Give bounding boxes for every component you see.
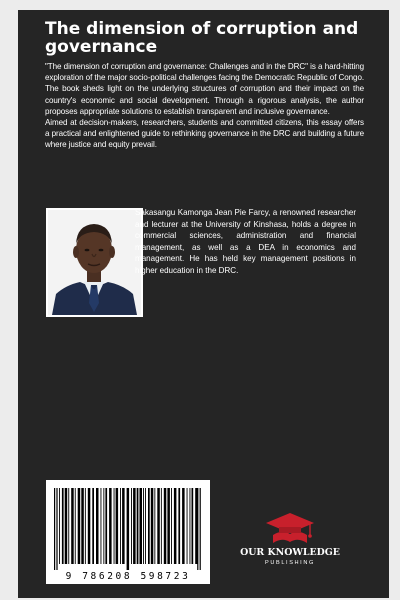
barcode-bar [88, 488, 91, 564]
barcode-bar [105, 488, 107, 564]
author-portrait-image [46, 208, 143, 317]
publisher-name: OUR KNOWLEDGE [240, 547, 340, 558]
author-bio-text: Sakasangu Kamonga Jean Pie Farcy, a renowned researcher and lecturer at the University of Kinshasa, holds a degree in commercial sciences, administration and financial management, as well as a DEA in economics and management. He has held key management positions in higher education in the DRC. [135, 208, 356, 275]
barcode-bar [71, 488, 74, 564]
barcode-number: 9 786208 598723 [65, 571, 191, 582]
barcode-bar [171, 488, 172, 564]
barcode-bar [187, 488, 188, 564]
publisher-subtitle: PUBLISHING [265, 560, 315, 566]
barcode-bar [200, 488, 201, 570]
barcode-bar [164, 488, 167, 564]
barcode-bar [56, 488, 57, 570]
barcode-bar [140, 488, 143, 564]
barcode-bar [167, 488, 170, 564]
barcode-bar [120, 488, 121, 564]
barcode-bar [192, 488, 194, 564]
barcode-bar [157, 488, 160, 564]
barcode-bar [92, 488, 94, 564]
barcode-bar [101, 488, 102, 564]
barcode-bar [103, 488, 104, 564]
barcode-bar [122, 488, 125, 564]
author-photo [46, 208, 143, 317]
barcode-bar [114, 488, 115, 564]
barcode [46, 480, 210, 584]
barcode-bar [182, 488, 185, 564]
barcode-bar [81, 488, 84, 564]
author-bio [135, 207, 356, 277]
barcode-bar [137, 488, 139, 564]
barcode-bar [109, 488, 112, 564]
barcode-bar [68, 488, 69, 564]
book-title: The dimension of corruption and governance [45, 19, 359, 57]
barcode-bar [197, 488, 198, 570]
barcode-bars [46, 480, 210, 572]
barcode-bar [78, 488, 81, 564]
barcode-bar [148, 488, 150, 564]
barcode-bar [127, 488, 130, 570]
barcode-bar [96, 488, 99, 564]
barcode-bar [133, 488, 136, 564]
barcode-bar [59, 488, 60, 564]
graduation-cap-icon [230, 509, 350, 547]
barcode-bar [65, 488, 68, 564]
publisher-logo [230, 509, 350, 579]
barcode-bar [161, 488, 162, 564]
barcode-bar [174, 488, 177, 564]
barcode-bar [85, 488, 86, 564]
barcode-bar [151, 488, 154, 564]
barcode-bar [62, 488, 64, 564]
barcode-bar [154, 488, 155, 564]
description-paragraph-1: "The dimension of corruption and governance: Challenges and in the DRC" is a hard-hitting exploration of the major socio-political challenges facing the Democratic Republic of Congo. The book sheds light on the underlying structures of corruption and their impact on the country's economic and social development. Through a rigorous analysis, the author proposes appropriate solutions to establish transparent and inclusive governance. [45, 62, 364, 116]
barcode-bar [116, 488, 119, 564]
cover-panel [18, 10, 389, 598]
barcode-bar [54, 488, 55, 570]
barcode-bar [145, 488, 146, 564]
barcode-bar [75, 488, 76, 564]
description-paragraph-2: Aimed at decision-makers, researchers, students and committed citizens, this essay offers a practical and enlightened guide to rethinking governance in the DRC and building a future where justice and equity prevail. [45, 118, 364, 150]
barcode-bar [143, 488, 144, 564]
barcode-bar [190, 488, 191, 564]
barcode-bar [131, 488, 132, 564]
book-description [45, 61, 364, 151]
barcode-bar [178, 488, 180, 564]
